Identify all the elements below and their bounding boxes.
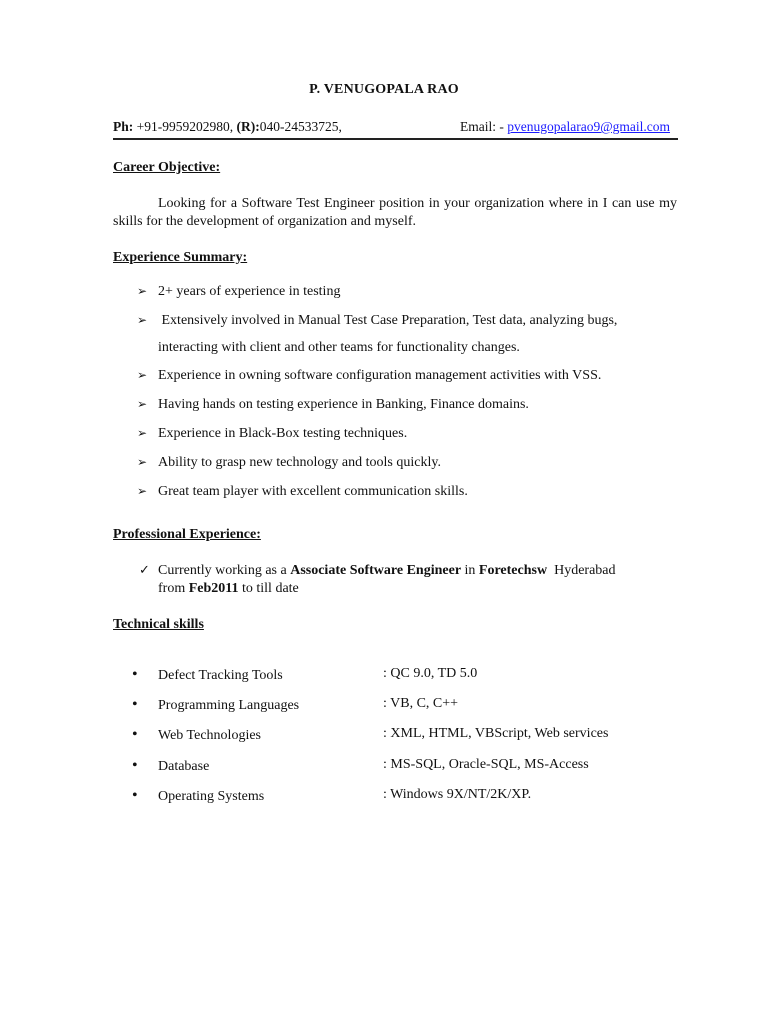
company-name: Foretechsw <box>478 563 548 578</box>
list-item: ➢ Experience in owning software configuration management activities with VSS. <box>137 368 602 383</box>
skill-row: • Defect Tracking Tools <box>132 666 283 683</box>
list-item: ➢ Great team player with excellent communication skills. <box>137 484 468 499</box>
bullet-dot-icon: • <box>132 726 138 743</box>
skill-value: : Windows 9X/NT/2K/XP. <box>383 787 532 802</box>
skill-row: • Web Technologies <box>132 726 261 743</box>
phone-label: Ph: <box>113 119 134 134</box>
list-item: ➢ Experience in Black-Box testing techniques. <box>137 426 408 441</box>
bullet-dot-icon: • <box>132 787 138 804</box>
arrow-bullet-icon: ➢ <box>137 284 148 298</box>
skill-row: • Programming Languages <box>132 696 300 713</box>
check-icon: ✓ <box>139 563 150 578</box>
arrow-bullet-icon: ➢ <box>137 368 148 382</box>
arrow-bullet-icon: ➢ <box>137 397 148 411</box>
residence-number: 040-24533725, <box>259 119 342 134</box>
candidate-name: P. VENUGOPALA RAO <box>309 82 459 97</box>
list-item: ➢ 2+ years of experience in testing <box>137 284 341 299</box>
professional-experience-item: ✓ Currently working as a Associate Software Engineer in Foretechsw Hyderabad <box>139 563 616 578</box>
list-item: ➢ Having hands on testing experience in Banking, Finance domains. <box>137 397 529 412</box>
career-objective-text: Looking for a Software Test Engineer position in your organization where in I can use my skills for the development of organization and myself. <box>113 196 677 229</box>
arrow-bullet-icon: ➢ <box>137 484 148 498</box>
technical-skills-heading: Technical skills <box>113 617 204 632</box>
arrow-bullet-icon: ➢ <box>137 313 148 327</box>
skill-value: : MS-SQL, Oracle-SQL, MS-Access <box>383 757 589 772</box>
skill-value: : QC 9.0, TD 5.0 <box>383 666 478 681</box>
bullet-dot-icon: • <box>132 666 138 683</box>
contact-line <box>113 119 678 135</box>
skill-value: : VB, C, C++ <box>383 696 459 711</box>
list-item-continuation: interacting with client and other teams for functionality changes. <box>158 340 520 355</box>
bullet-dot-icon: • <box>132 696 138 713</box>
bullet-dot-icon: • <box>132 757 138 774</box>
professional-experience-dates: from Feb2011 to till date <box>158 581 299 596</box>
experience-summary-heading: Experience Summary: <box>113 250 248 265</box>
arrow-bullet-icon: ➢ <box>137 426 148 440</box>
skill-row: • Operating Systems <box>132 787 265 804</box>
arrow-bullet-icon: ➢ <box>137 455 148 469</box>
phone-number: +91-9959202980, <box>133 119 237 134</box>
list-item: ➢ Extensively involved in Manual Test Case Preparation, Test data, analyzing bugs, <box>137 313 618 328</box>
skill-row: • Database <box>132 757 210 774</box>
email-block <box>460 119 670 135</box>
email-label: Email: - <box>460 119 508 134</box>
email-link[interactable]: pvenugopalarao9@gmail.com <box>507 119 671 134</box>
residence-label: (R): <box>236 119 260 134</box>
professional-experience-heading: Professional Experience: <box>113 527 261 542</box>
header-divider <box>113 138 678 140</box>
list-item: ➢ Ability to grasp new technology and tools quickly. <box>137 455 441 470</box>
job-role: Associate Software Engineer <box>290 563 462 578</box>
start-date: Feb2011 <box>188 581 239 596</box>
skill-value: : XML, HTML, VBScript, Web services <box>383 726 609 741</box>
career-objective-heading: Career Objective: <box>113 160 221 175</box>
